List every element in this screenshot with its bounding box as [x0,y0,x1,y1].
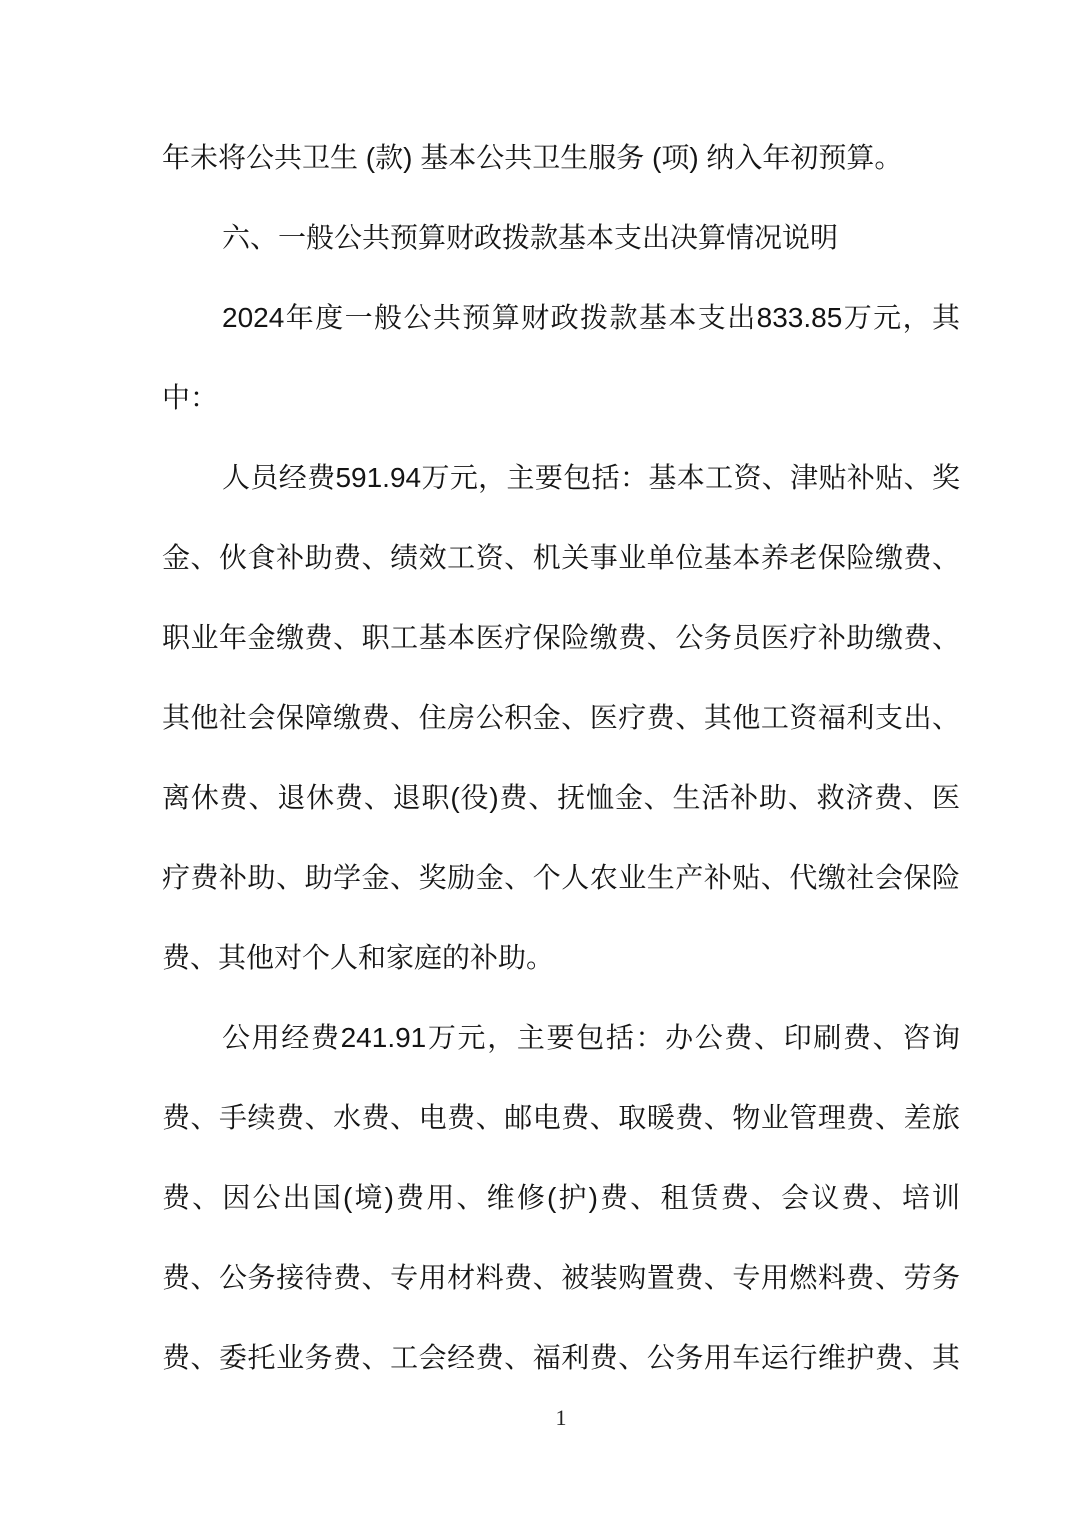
text-line: 中： [162,382,219,413]
text-line: 费、公务接待费、专用材料费、被装购置费、专用燃料费、劳务 [162,1262,960,1293]
text-line: 离休费、退休费、退职(役)费、抚恤金、生活补助、救济费、医 [162,782,960,813]
text-line: 职业年金缴费、职工基本医疗保险缴费、公务员医疗补助缴费、 [162,622,960,653]
text-line: 公用经费241.91万元，主要包括：办公费、印刷费、咨询 [222,1022,960,1053]
text-line: 六、一般公共预算财政拨款基本支出决算情况说明 [222,222,839,253]
text-line: 疗费补助、助学金、奖励金、个人农业生产补贴、代缴社会保险 [162,862,960,893]
text-line: 年未将公共卫生 (款) 基本公共卫生服务 (项) 纳入年初预算。 [162,142,903,173]
text-line: 人员经费591.94万元，主要包括：基本工资、津贴补贴、奖 [222,462,960,493]
page-number: 1 [555,1405,567,1430]
text-line: 金、伙食补助费、绩效工资、机关事业单位基本养老保险缴费、 [162,542,960,573]
document-text-block [162,118,960,1398]
text-line: 费、其他对个人和家庭的补助。 [162,942,555,973]
page-number-footer [162,1400,960,1436]
text-line: 费、因公出国(境)费用、维修(护)费、租赁费、会议费、培训 [162,1182,960,1213]
text-line: 费、手续费、水费、电费、邮电费、取暖费、物业管理费、差旅 [162,1102,960,1133]
text-line: 其他社会保障缴费、住房公积金、医疗费、其他工资福利支出、 [162,702,960,733]
text-line: 费、委托业务费、工会经费、福利费、公务用车运行维护费、其 [162,1342,960,1373]
text-line: 2024年度一般公共预算财政拨款基本支出833.85万元，其 [222,302,960,333]
